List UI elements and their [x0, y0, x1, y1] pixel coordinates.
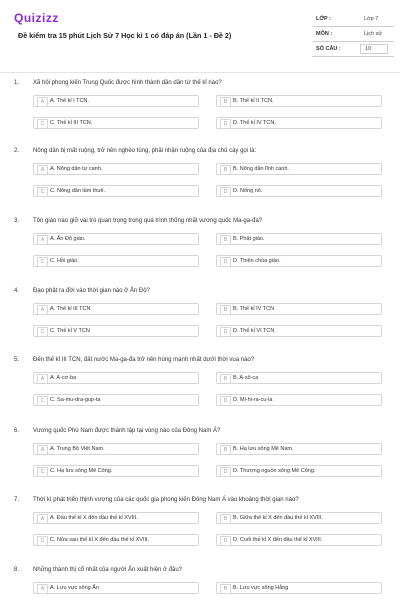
- option-letter: A: [37, 165, 48, 175]
- option-letter: D: [220, 396, 231, 406]
- option-d[interactable]: [216, 117, 382, 129]
- option-letter: C: [37, 119, 48, 129]
- info-label: MÔN :: [316, 31, 333, 37]
- option-text: B. Nông dân lĩnh canh.: [233, 166, 289, 172]
- option-d[interactable]: [216, 185, 382, 197]
- option-text: D. Mi-hi-ra-cu-la: [233, 397, 273, 403]
- question-3: [0, 218, 400, 284]
- option-text: C. Thế kỉ V TCN: [50, 328, 90, 334]
- question-7: [0, 497, 400, 563]
- option-text: C. Hồi giáo.: [50, 258, 79, 264]
- question-number: 6.: [14, 428, 20, 434]
- option-letter: A: [37, 584, 48, 594]
- option-b[interactable]: [216, 443, 382, 455]
- option-d[interactable]: [216, 534, 382, 546]
- option-c[interactable]: [33, 465, 199, 477]
- option-letter: D: [220, 467, 231, 477]
- question-text: Đến thế kỉ III TCN, đất nước Ma-ga-đa trở nên hùng mạnh nhất dưới thời vua nào?: [33, 357, 255, 363]
- option-letter: C: [37, 396, 48, 406]
- info-value: Lịch sử: [364, 31, 383, 37]
- option-letter: B: [220, 584, 231, 594]
- question-text: Nông dân bị mất ruộng, trở nên nghèo túng, phải nhận ruộng của địa chủ cày gọi là:: [33, 148, 257, 154]
- option-text: A. Thế kỉ III TCN: [50, 306, 91, 312]
- question-number: 8.: [14, 567, 20, 573]
- question-number: 3.: [14, 218, 20, 224]
- option-a[interactable]: [33, 163, 199, 175]
- option-d[interactable]: [216, 394, 382, 406]
- question-8: [0, 567, 400, 600]
- option-text: C. Nông dân làm thuê.: [50, 188, 106, 194]
- option-text: B. Thế kỉ II TCN.: [233, 98, 274, 104]
- option-letter: A: [37, 514, 48, 524]
- option-a[interactable]: [33, 303, 199, 315]
- info-row-class: [312, 12, 394, 27]
- option-b[interactable]: [216, 163, 382, 175]
- option-text: B. A-sô-ca: [233, 375, 259, 381]
- header-divider: [0, 72, 400, 73]
- option-text: A. Ấn Độ giáo.: [50, 236, 86, 242]
- option-c[interactable]: [33, 394, 199, 406]
- option-c[interactable]: [33, 534, 199, 546]
- question-2: [0, 148, 400, 214]
- option-letter: A: [37, 374, 48, 384]
- option-letter: D: [220, 187, 231, 197]
- option-a[interactable]: [33, 443, 199, 455]
- option-text: A. Trung Bộ Việt Nam.: [50, 446, 105, 452]
- question-text: Tôn giáo nào giữ vai trò quan trọng trong quá trình thống nhất vương quốc Ma-ga-đa?: [33, 218, 263, 224]
- worksheet-header: [0, 0, 400, 72]
- option-letter: B: [220, 514, 231, 524]
- question-text: Đạo phật ra đời vào thời gian nào ở Ấn Độ?: [33, 288, 150, 294]
- option-text: A. A-cơ-ba: [50, 375, 77, 381]
- option-text: D. Cuối thế kỉ X đến đầu thế kỉ XVIII.: [233, 537, 323, 543]
- option-letter: C: [37, 536, 48, 546]
- option-c[interactable]: [33, 255, 199, 267]
- option-text: A. Thế kỉ I TCN.: [50, 98, 89, 104]
- option-d[interactable]: [216, 465, 382, 477]
- option-letter: C: [37, 257, 48, 267]
- worksheet-info: [312, 12, 394, 57]
- option-b[interactable]: [216, 372, 382, 384]
- question-text: Xã hội phong kiến Trung Quốc được hình thành dần dần từ thế kỉ nào?: [33, 80, 222, 86]
- option-text: D. Thế kỉ VI TCN: [233, 328, 275, 334]
- option-b[interactable]: [216, 95, 382, 107]
- option-text: B. Giữa thế kỉ X đến đầu thế kỉ XVIII.: [233, 515, 323, 521]
- option-letter: B: [220, 97, 231, 107]
- option-b[interactable]: [216, 303, 382, 315]
- info-row-question-count: [312, 42, 394, 57]
- option-letter: B: [220, 305, 231, 315]
- option-text: B. Hạ lưu sông Mê Nam.: [233, 446, 294, 452]
- info-label: SỐ CÂU :: [316, 46, 341, 52]
- question-number: 5.: [14, 357, 20, 363]
- option-text: D. Thiên chúa giáo.: [233, 258, 281, 264]
- info-row-subject: [312, 27, 394, 42]
- info-label: LỚP :: [316, 16, 331, 22]
- option-c[interactable]: [33, 185, 199, 197]
- question-6: [0, 428, 400, 494]
- info-value: 10: [360, 44, 388, 54]
- option-text: D. Thế kỉ IV TCN.: [233, 120, 276, 126]
- option-letter: C: [37, 187, 48, 197]
- option-text: A. Nông dân tự canh.: [50, 166, 103, 172]
- info-value: Lớp 7: [364, 16, 379, 22]
- question-number: 1.: [14, 80, 20, 86]
- option-text: B. Thế kỉ IV TCN: [233, 306, 275, 312]
- question-number: 4.: [14, 288, 20, 294]
- option-letter: A: [37, 97, 48, 107]
- option-d[interactable]: [216, 325, 382, 337]
- quizizz-logo[interactable]: Quizizz: [14, 11, 59, 25]
- question-1: [0, 80, 400, 146]
- option-a[interactable]: [33, 582, 199, 594]
- question-text: Vương quốc Phù Nam được thành lập tại vùng nào của Đông Nam Á?: [33, 428, 221, 434]
- option-letter: B: [220, 374, 231, 384]
- option-b[interactable]: [216, 582, 382, 594]
- option-a[interactable]: [33, 512, 199, 524]
- option-text: C. Sa-mu-dra-gup-ta: [50, 397, 101, 403]
- option-a[interactable]: [33, 95, 199, 107]
- option-letter: B: [220, 165, 231, 175]
- option-letter: A: [37, 235, 48, 245]
- question-4: [0, 288, 400, 354]
- option-text: B. Phật giáo.: [233, 236, 265, 242]
- option-letter: B: [220, 235, 231, 245]
- question-text: Thời kì phát triển thịnh vượng của các quốc gia phong kiến Đông Nam Á vào khoảng thời gian nào?: [33, 497, 299, 503]
- option-letter: C: [37, 327, 48, 337]
- option-b[interactable]: [216, 512, 382, 524]
- question-text: Những thành thị cổ nhất của người Ấn xuất hiện ở đâu?: [33, 567, 183, 573]
- option-text: A. Đầu thế kỉ X đến đầu thế kỉ XVIII.: [50, 515, 138, 521]
- option-letter: D: [220, 536, 231, 546]
- option-a[interactable]: [33, 372, 199, 384]
- option-d[interactable]: [216, 255, 382, 267]
- option-letter: D: [220, 327, 231, 337]
- option-letter: D: [220, 119, 231, 129]
- option-letter: A: [37, 445, 48, 455]
- option-letter: A: [37, 305, 48, 315]
- option-letter: B: [220, 445, 231, 455]
- question-number: 2.: [14, 148, 20, 154]
- option-c[interactable]: [33, 117, 199, 129]
- option-text: D. Thượng nguồn sông Mê Công.: [233, 468, 316, 474]
- option-b[interactable]: [216, 233, 382, 245]
- option-text: A. Lưu vực sông Ấn: [50, 585, 99, 591]
- option-text: C. Nửa sau thế kỉ X đến đầu thế kỉ XVIII.: [50, 537, 150, 543]
- option-text: B. Lưu vực sông Hằng: [233, 585, 289, 591]
- worksheet-title: Đề kiểm tra 15 phút Lịch Sử 7 Học kì 1 có đáp án (Lần 1 - Đề 2): [18, 31, 232, 40]
- option-text: C. Thế kỉ III TCN.: [50, 120, 93, 126]
- option-letter: D: [220, 257, 231, 267]
- question-number: 7.: [14, 497, 20, 503]
- option-text: D. Nông nô.: [233, 188, 263, 194]
- option-a[interactable]: [33, 233, 199, 245]
- question-5: [0, 357, 400, 423]
- option-text: C. Hạ lưu sông Mê Công.: [50, 468, 113, 474]
- option-c[interactable]: [33, 325, 199, 337]
- option-letter: C: [37, 467, 48, 477]
